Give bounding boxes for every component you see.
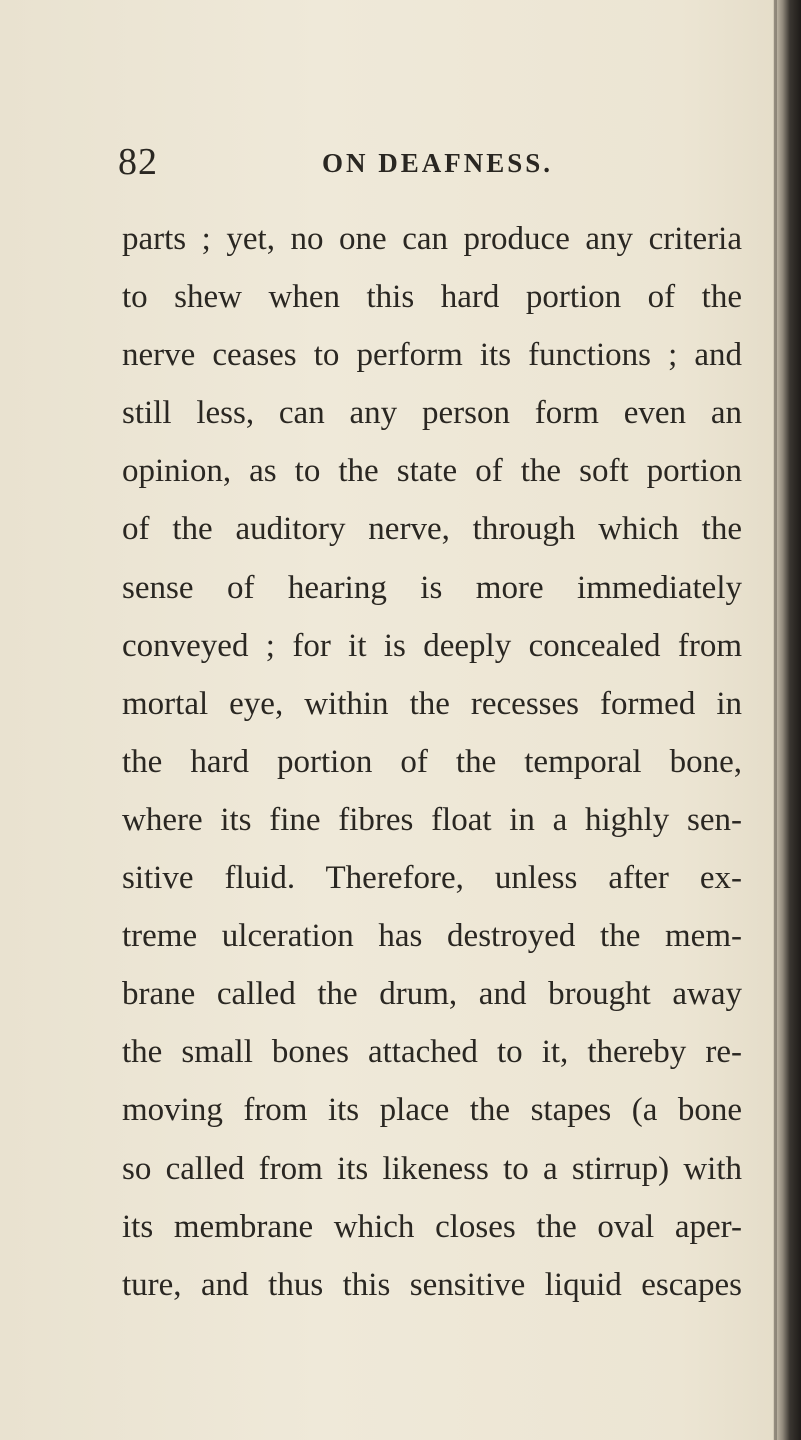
text-line: so called from its likeness to a stirrup) with [122,1150,742,1187]
text-line: its membrane which closes the oval aper- [122,1208,742,1245]
page-number: 82 [118,141,158,183]
text-line: the hard portion of the temporal bone, [122,743,742,780]
text-line: mortal eye, within the recesses formed in [122,685,742,722]
text-line: still less, can any person form even an [122,395,742,432]
text-line: opinion, as to the state of the soft portion [122,453,742,490]
text-line: conveyed ; for it is deeply concealed from [122,627,742,664]
text-line: sense of hearing is more immediately [122,569,742,606]
running-head: ON DEAFNESS. [322,148,554,178]
text-line: nerve ceases to perform its functions ; and [122,337,742,374]
book-spine-shadow [773,0,801,1440]
page-edge [774,0,777,1440]
text-line: ture, and thus this sensitive liquid escapes [122,1266,742,1303]
text-line: the small bones attached to it, thereby re- [122,1034,742,1071]
text-line: brane called the drum, and brought away [122,976,742,1013]
text-line: sitive fluid. Therefore, unless after ex- [122,860,742,897]
text-line: parts ; yet, no one can produce any criteria [122,221,742,257]
body-text [122,210,742,1314]
text-line: of the auditory nerve, through which the [122,511,742,548]
text-line: treme ulceration has destroyed the mem- [122,918,742,955]
page-header [118,140,738,190]
text-line: to shew when this hard portion of the [122,279,742,316]
text-line: moving from its place the stapes (a bone [122,1092,742,1129]
text-line: where its fine fibres float in a highly sen- [122,801,742,838]
